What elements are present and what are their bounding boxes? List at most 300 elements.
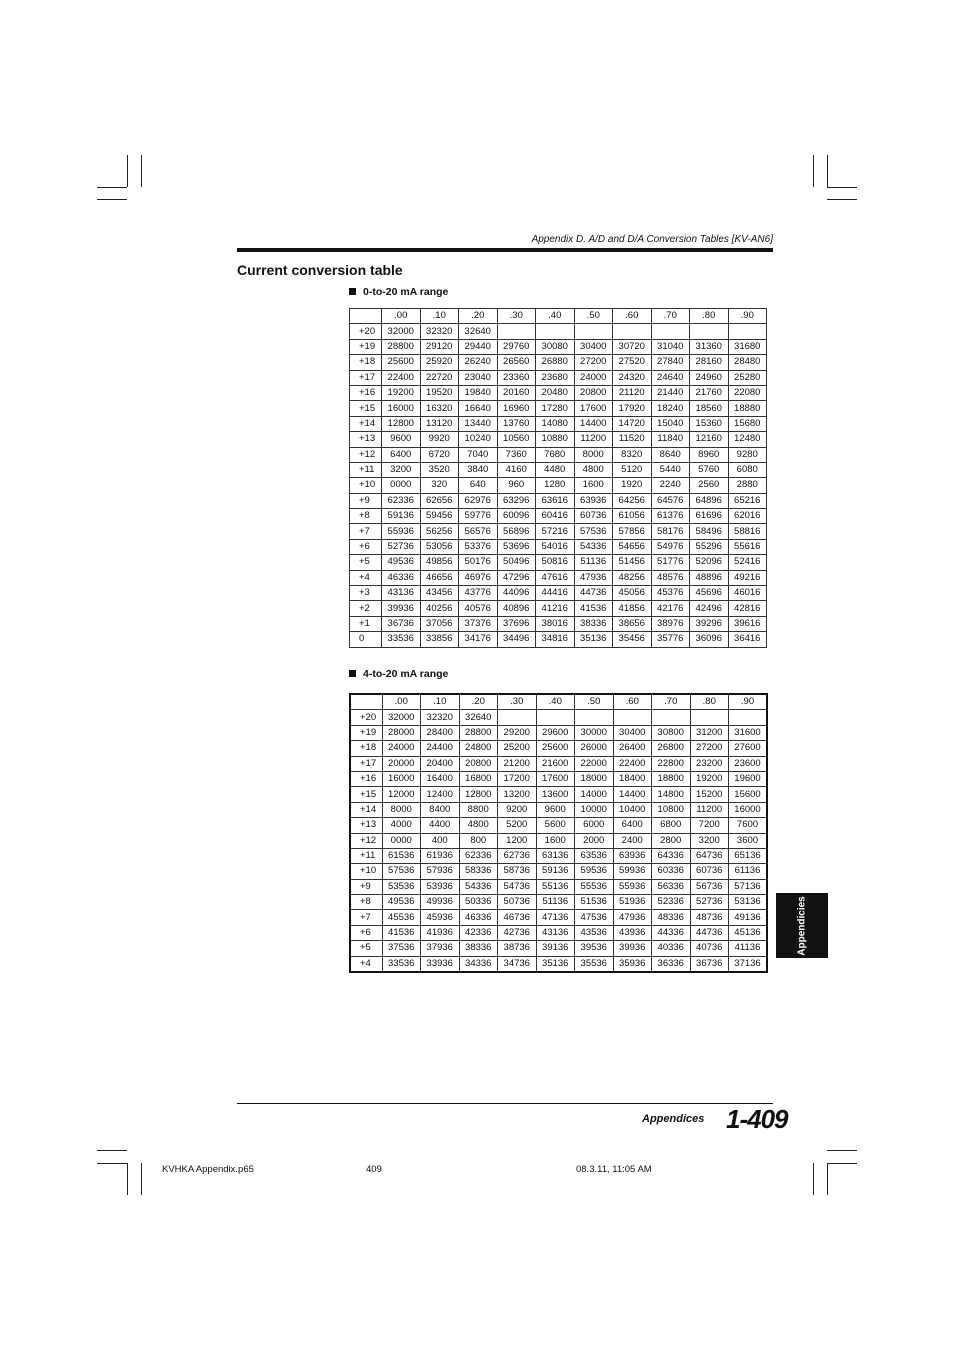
table-cell: 8320 bbox=[613, 447, 652, 462]
row-label: +8 bbox=[350, 509, 382, 524]
table-cell: 39536 bbox=[575, 941, 614, 956]
table-cell: 16400 bbox=[421, 771, 460, 786]
row-label: +19 bbox=[350, 725, 382, 740]
row-label: +7 bbox=[350, 910, 382, 925]
table-cell: 17600 bbox=[536, 771, 575, 786]
table-cell: 55936 bbox=[613, 879, 652, 894]
table-cell: 48576 bbox=[651, 570, 690, 585]
table-cell: 18240 bbox=[651, 401, 690, 416]
table-cell: 44336 bbox=[652, 925, 691, 940]
table-cell: 25280 bbox=[728, 370, 767, 385]
table-cell: 33856 bbox=[420, 632, 459, 647]
table-cell bbox=[498, 710, 537, 725]
table-cell: 15680 bbox=[728, 416, 767, 431]
table-cell: 32320 bbox=[420, 324, 459, 339]
table-cell: 63936 bbox=[613, 848, 652, 863]
table-cell: 29120 bbox=[420, 339, 459, 354]
table-cell: 21120 bbox=[613, 385, 652, 400]
table-cell: 32320 bbox=[421, 710, 460, 725]
table-cell: 58496 bbox=[690, 524, 729, 539]
table-cell: 29760 bbox=[497, 339, 536, 354]
table-cell: 50176 bbox=[459, 555, 498, 570]
table-cell bbox=[690, 324, 729, 339]
table-cell: 53936 bbox=[421, 879, 460, 894]
table-cell: 16000 bbox=[382, 401, 421, 416]
table-cell: 38736 bbox=[498, 941, 537, 956]
row-label: +7 bbox=[350, 524, 382, 539]
column-header bbox=[350, 694, 382, 710]
table-cell: 46016 bbox=[728, 586, 767, 601]
table-cell: 49536 bbox=[382, 895, 421, 910]
table-cell: 8800 bbox=[459, 802, 498, 817]
row-label: +6 bbox=[350, 925, 382, 940]
table-cell: 20800 bbox=[574, 385, 613, 400]
table-cell: 31600 bbox=[729, 725, 768, 740]
column-header: .00 bbox=[382, 694, 421, 710]
table-cell: 40336 bbox=[652, 941, 691, 956]
table-cell: 35536 bbox=[575, 956, 614, 972]
table-cell: 36096 bbox=[690, 632, 729, 647]
table-cell: 5200 bbox=[498, 818, 537, 833]
table-cell: 18800 bbox=[652, 771, 691, 786]
table-cell: 2880 bbox=[728, 478, 767, 493]
row-label: +14 bbox=[350, 416, 382, 431]
table-cell: 57136 bbox=[729, 879, 768, 894]
table-cell: 60416 bbox=[536, 509, 575, 524]
table-cell: 63136 bbox=[536, 848, 575, 863]
table-row bbox=[350, 570, 767, 585]
table-cell: 14720 bbox=[613, 416, 652, 431]
table-cell: 8640 bbox=[651, 447, 690, 462]
bullet-square-icon bbox=[349, 670, 356, 677]
table-cell: 17280 bbox=[536, 401, 575, 416]
crop-mark bbox=[127, 1163, 128, 1195]
table-cell: 24640 bbox=[651, 370, 690, 385]
table-row bbox=[350, 756, 767, 771]
table-cell: 10800 bbox=[652, 802, 691, 817]
crop-mark bbox=[827, 1150, 857, 1151]
slug-timestamp: 08.3.11, 11:05 AM bbox=[576, 1164, 652, 1175]
table-cell: 28480 bbox=[728, 355, 767, 370]
table-cell: 51936 bbox=[613, 895, 652, 910]
crop-mark bbox=[827, 187, 857, 188]
table-cell: 37936 bbox=[421, 941, 460, 956]
table-cell: 42496 bbox=[690, 601, 729, 616]
table-cell: 34336 bbox=[459, 956, 498, 972]
header-rule bbox=[237, 248, 773, 252]
table-cell: 57536 bbox=[382, 864, 421, 879]
table-cell: 40576 bbox=[459, 601, 498, 616]
table-cell: 59136 bbox=[536, 864, 575, 879]
table-cell: 57216 bbox=[536, 524, 575, 539]
table-cell: 47136 bbox=[536, 910, 575, 925]
row-label: +6 bbox=[350, 539, 382, 554]
table-cell: 9200 bbox=[498, 802, 537, 817]
table-cell: 17600 bbox=[574, 401, 613, 416]
table-cell: 26560 bbox=[497, 355, 536, 370]
table-cell: 49136 bbox=[729, 910, 768, 925]
table-cell: 7600 bbox=[729, 818, 768, 833]
table-cell: 63536 bbox=[575, 848, 614, 863]
table-cell: 53056 bbox=[420, 539, 459, 554]
row-label: +13 bbox=[350, 432, 382, 447]
table-cell: 11520 bbox=[613, 432, 652, 447]
row-label: +16 bbox=[350, 771, 382, 786]
table-cell: 49856 bbox=[420, 555, 459, 570]
row-label: +4 bbox=[350, 956, 382, 972]
table-cell: 48256 bbox=[613, 570, 652, 585]
table-cell: 36416 bbox=[728, 632, 767, 647]
table-cell: 64576 bbox=[651, 493, 690, 508]
table-cell: 12480 bbox=[728, 432, 767, 447]
table-cell: 62656 bbox=[420, 493, 459, 508]
table-cell: 51136 bbox=[574, 555, 613, 570]
table-cell: 320 bbox=[420, 478, 459, 493]
table-cell: 38976 bbox=[651, 616, 690, 631]
table-cell: 9600 bbox=[382, 432, 421, 447]
slug-filename: KVHKA Appendix.p65 bbox=[162, 1164, 254, 1175]
table-cell: 35136 bbox=[574, 632, 613, 647]
table-cell: 12160 bbox=[690, 432, 729, 447]
column-header: .20 bbox=[459, 309, 498, 324]
table-cell: 52096 bbox=[690, 555, 729, 570]
row-label: +10 bbox=[350, 478, 382, 493]
table-cell: 6800 bbox=[652, 818, 691, 833]
table-cell: 28800 bbox=[459, 725, 498, 740]
running-header: Appendix D. A/D and D/A Conversion Tables [KV-AN6] bbox=[531, 234, 773, 245]
side-tab bbox=[776, 893, 828, 958]
table-cell: 13760 bbox=[497, 416, 536, 431]
table-subtitle-4-20 bbox=[349, 668, 448, 680]
column-header: .80 bbox=[690, 694, 729, 710]
row-label: +9 bbox=[350, 879, 382, 894]
table-cell bbox=[690, 710, 729, 725]
table-cell: 47936 bbox=[613, 910, 652, 925]
table-row bbox=[350, 432, 767, 447]
table-cell: 29440 bbox=[459, 339, 498, 354]
table-cell: 7360 bbox=[497, 447, 536, 462]
row-label: +2 bbox=[350, 601, 382, 616]
table-cell: 43456 bbox=[420, 586, 459, 601]
table-cell: 52416 bbox=[728, 555, 767, 570]
crop-mark bbox=[827, 1163, 857, 1164]
table-cell: 64336 bbox=[652, 848, 691, 863]
row-label: +12 bbox=[350, 833, 382, 848]
table-cell: 24000 bbox=[574, 370, 613, 385]
table-row bbox=[350, 787, 767, 802]
table-cell: 960 bbox=[497, 478, 536, 493]
table-cell: 63616 bbox=[536, 493, 575, 508]
table-cell bbox=[536, 324, 575, 339]
table-cell: 1280 bbox=[536, 478, 575, 493]
column-header: .40 bbox=[536, 694, 575, 710]
table-cell: 61696 bbox=[690, 509, 729, 524]
table-cell: 45696 bbox=[690, 586, 729, 601]
table-cell: 27200 bbox=[690, 741, 729, 756]
table-row bbox=[350, 956, 767, 972]
table-cell: 40256 bbox=[420, 601, 459, 616]
table-cell: 19200 bbox=[382, 385, 421, 400]
table-cell: 19600 bbox=[729, 771, 768, 786]
table-cell: 53536 bbox=[382, 879, 421, 894]
table-subtitle-0-20 bbox=[349, 286, 448, 298]
table-cell: 30000 bbox=[575, 725, 614, 740]
table-row bbox=[350, 632, 767, 647]
table-cell: 59936 bbox=[613, 864, 652, 879]
table-cell: 25200 bbox=[498, 741, 537, 756]
table-cell: 16640 bbox=[459, 401, 498, 416]
table-cell: 4480 bbox=[536, 462, 575, 477]
table-cell: 55616 bbox=[728, 539, 767, 554]
table-cell: 46336 bbox=[382, 570, 421, 585]
table-cell: 5600 bbox=[536, 818, 575, 833]
table-cell: 5120 bbox=[613, 462, 652, 477]
table-cell: 4800 bbox=[574, 462, 613, 477]
table-cell: 30800 bbox=[652, 725, 691, 740]
row-label: +20 bbox=[350, 710, 382, 725]
table-cell: 39296 bbox=[690, 616, 729, 631]
table-cell: 1920 bbox=[613, 478, 652, 493]
table-cell: 51456 bbox=[613, 555, 652, 570]
conversion-table-0-20ma bbox=[349, 308, 767, 648]
table-cell: 9600 bbox=[536, 802, 575, 817]
table-cell: 44096 bbox=[497, 586, 536, 601]
table-cell: 0000 bbox=[382, 833, 421, 848]
table-cell: 60096 bbox=[497, 509, 536, 524]
table-cell: 37696 bbox=[497, 616, 536, 631]
crop-mark bbox=[97, 187, 127, 188]
table-cell: 27200 bbox=[574, 355, 613, 370]
table-cell: 4800 bbox=[459, 818, 498, 833]
table-cell: 22400 bbox=[613, 756, 652, 771]
table-cell: 37536 bbox=[382, 941, 421, 956]
table-row bbox=[350, 555, 767, 570]
table-cell: 33536 bbox=[382, 956, 421, 972]
table-cell: 5760 bbox=[690, 462, 729, 477]
table-cell: 41136 bbox=[729, 941, 768, 956]
table-cell: 15200 bbox=[690, 787, 729, 802]
table-cell: 18000 bbox=[575, 771, 614, 786]
table-cell: 30400 bbox=[574, 339, 613, 354]
table-cell: 13600 bbox=[536, 787, 575, 802]
table-cell: 32640 bbox=[459, 324, 498, 339]
table-row bbox=[350, 848, 767, 863]
table-cell: 56256 bbox=[420, 524, 459, 539]
table-cell: 15360 bbox=[690, 416, 729, 431]
table-cell: 42816 bbox=[728, 601, 767, 616]
table-cell: 32640 bbox=[459, 710, 498, 725]
table-cell: 38016 bbox=[536, 616, 575, 631]
table-cell: 45536 bbox=[382, 910, 421, 925]
table-cell: 39936 bbox=[613, 941, 652, 956]
table-cell: 3600 bbox=[729, 833, 768, 848]
table-cell: 23360 bbox=[497, 370, 536, 385]
table-cell: 43136 bbox=[382, 586, 421, 601]
table-cell: 58336 bbox=[459, 864, 498, 879]
row-label: +11 bbox=[350, 462, 382, 477]
table-cell: 55536 bbox=[575, 879, 614, 894]
row-label: +13 bbox=[350, 818, 382, 833]
table-cell: 59136 bbox=[382, 509, 421, 524]
table-cell: 9920 bbox=[420, 432, 459, 447]
table-cell: 8400 bbox=[421, 802, 460, 817]
table-cell: 4160 bbox=[497, 462, 536, 477]
table-cell: 28160 bbox=[690, 355, 729, 370]
table-cell: 50496 bbox=[497, 555, 536, 570]
table-row bbox=[350, 447, 767, 462]
table-cell: 17920 bbox=[613, 401, 652, 416]
footer-section-name: Appendices bbox=[642, 1113, 705, 1125]
table-cell: 48736 bbox=[690, 910, 729, 925]
table-cell: 8960 bbox=[690, 447, 729, 462]
column-header: .30 bbox=[497, 309, 536, 324]
table-cell: 48336 bbox=[652, 910, 691, 925]
table-cell: 4000 bbox=[382, 818, 421, 833]
table-cell: 37136 bbox=[729, 956, 768, 972]
table-cell: 43136 bbox=[536, 925, 575, 940]
row-label: +20 bbox=[350, 324, 382, 339]
table-cell: 7200 bbox=[690, 818, 729, 833]
table-cell bbox=[652, 710, 691, 725]
table-cell: 51776 bbox=[651, 555, 690, 570]
table-cell: 29200 bbox=[498, 725, 537, 740]
row-label: +18 bbox=[350, 741, 382, 756]
table-row bbox=[350, 462, 767, 477]
table-cell: 61056 bbox=[613, 509, 652, 524]
crop-mark bbox=[827, 155, 828, 187]
table-cell: 4400 bbox=[421, 818, 460, 833]
conversion-table-4-20ma bbox=[349, 693, 768, 973]
table-cell: 62976 bbox=[459, 493, 498, 508]
row-label: 0 bbox=[350, 632, 382, 647]
table-cell: 47536 bbox=[575, 910, 614, 925]
table-cell: 41936 bbox=[421, 925, 460, 940]
column-header: .70 bbox=[651, 309, 690, 324]
column-header bbox=[350, 309, 382, 324]
table-cell: 60736 bbox=[690, 864, 729, 879]
table-cell: 31360 bbox=[690, 339, 729, 354]
table-cell: 65136 bbox=[729, 848, 768, 863]
table-cell: 58176 bbox=[651, 524, 690, 539]
table-cell: 31040 bbox=[651, 339, 690, 354]
table-cell: 49216 bbox=[728, 570, 767, 585]
column-header: .40 bbox=[536, 309, 575, 324]
table-cell: 41216 bbox=[536, 601, 575, 616]
row-label: +14 bbox=[350, 802, 382, 817]
table-cell: 53696 bbox=[497, 539, 536, 554]
bullet-square-icon bbox=[349, 288, 356, 295]
table-cell: 26000 bbox=[575, 741, 614, 756]
table-cell: 16800 bbox=[459, 771, 498, 786]
table-cell: 50336 bbox=[459, 895, 498, 910]
table-cell: 45376 bbox=[651, 586, 690, 601]
table-row bbox=[350, 385, 767, 400]
table-cell: 60736 bbox=[574, 509, 613, 524]
table-cell: 54736 bbox=[498, 879, 537, 894]
table-cell: 400 bbox=[421, 833, 460, 848]
table-cell: 46336 bbox=[459, 910, 498, 925]
table-cell: 640 bbox=[459, 478, 498, 493]
table-cell: 22000 bbox=[575, 756, 614, 771]
table-row bbox=[350, 895, 767, 910]
table-row bbox=[350, 586, 767, 601]
table-cell: 2000 bbox=[575, 833, 614, 848]
table-row bbox=[350, 833, 767, 848]
table-row bbox=[350, 524, 767, 539]
table-cell: 30720 bbox=[613, 339, 652, 354]
table-cell: 56336 bbox=[652, 879, 691, 894]
table-cell: 44736 bbox=[690, 925, 729, 940]
table-cell: 40736 bbox=[690, 941, 729, 956]
table-cell: 38336 bbox=[459, 941, 498, 956]
column-header: .90 bbox=[729, 694, 768, 710]
table-cell: 22800 bbox=[652, 756, 691, 771]
table-cell: 11840 bbox=[651, 432, 690, 447]
table-cell: 23600 bbox=[729, 756, 768, 771]
table-cell: 25600 bbox=[382, 355, 421, 370]
row-label: +10 bbox=[350, 864, 382, 879]
table-cell: 24800 bbox=[459, 741, 498, 756]
subtitle-text: 4-to-20 mA range bbox=[363, 668, 449, 680]
table-cell: 32000 bbox=[382, 710, 421, 725]
table-cell: 16000 bbox=[382, 771, 421, 786]
table-cell: 28400 bbox=[421, 725, 460, 740]
table-cell: 16320 bbox=[420, 401, 459, 416]
column-header: .10 bbox=[420, 309, 459, 324]
table-row bbox=[350, 539, 767, 554]
table-cell: 61376 bbox=[651, 509, 690, 524]
row-label: +15 bbox=[350, 787, 382, 802]
table-row bbox=[350, 741, 767, 756]
row-label: +5 bbox=[350, 555, 382, 570]
row-label: +4 bbox=[350, 570, 382, 585]
table-cell: 25920 bbox=[420, 355, 459, 370]
table-cell: 56736 bbox=[690, 879, 729, 894]
table-cell: 61136 bbox=[729, 864, 768, 879]
table-cell: 34816 bbox=[536, 632, 575, 647]
table-cell: 21760 bbox=[690, 385, 729, 400]
subtitle-text: 0-to-20 mA range bbox=[363, 286, 449, 298]
table-cell bbox=[574, 324, 613, 339]
table-cell: 31200 bbox=[690, 725, 729, 740]
table-cell bbox=[613, 710, 652, 725]
table-cell: 59776 bbox=[459, 509, 498, 524]
table-cell: 21200 bbox=[498, 756, 537, 771]
table-cell: 51136 bbox=[536, 895, 575, 910]
table-cell: 12000 bbox=[382, 787, 421, 802]
column-header: .60 bbox=[613, 694, 652, 710]
row-label: +8 bbox=[350, 895, 382, 910]
table-row bbox=[350, 493, 767, 508]
table-cell: 16000 bbox=[729, 802, 768, 817]
table-cell: 2800 bbox=[652, 833, 691, 848]
table-cell: 43776 bbox=[459, 586, 498, 601]
table-cell: 49936 bbox=[421, 895, 460, 910]
table-cell: 55296 bbox=[690, 539, 729, 554]
table-cell: 26400 bbox=[613, 741, 652, 756]
table-cell: 47296 bbox=[497, 570, 536, 585]
row-label: +15 bbox=[350, 401, 382, 416]
table-cell: 42336 bbox=[459, 925, 498, 940]
table-cell: 39136 bbox=[536, 941, 575, 956]
table-cell: 53376 bbox=[459, 539, 498, 554]
table-cell: 43536 bbox=[575, 925, 614, 940]
table-cell: 27600 bbox=[729, 741, 768, 756]
side-tab-label: Appendicies bbox=[796, 895, 808, 956]
table-cell: 14000 bbox=[575, 787, 614, 802]
row-label: +9 bbox=[350, 493, 382, 508]
table-cell: 10240 bbox=[459, 432, 498, 447]
